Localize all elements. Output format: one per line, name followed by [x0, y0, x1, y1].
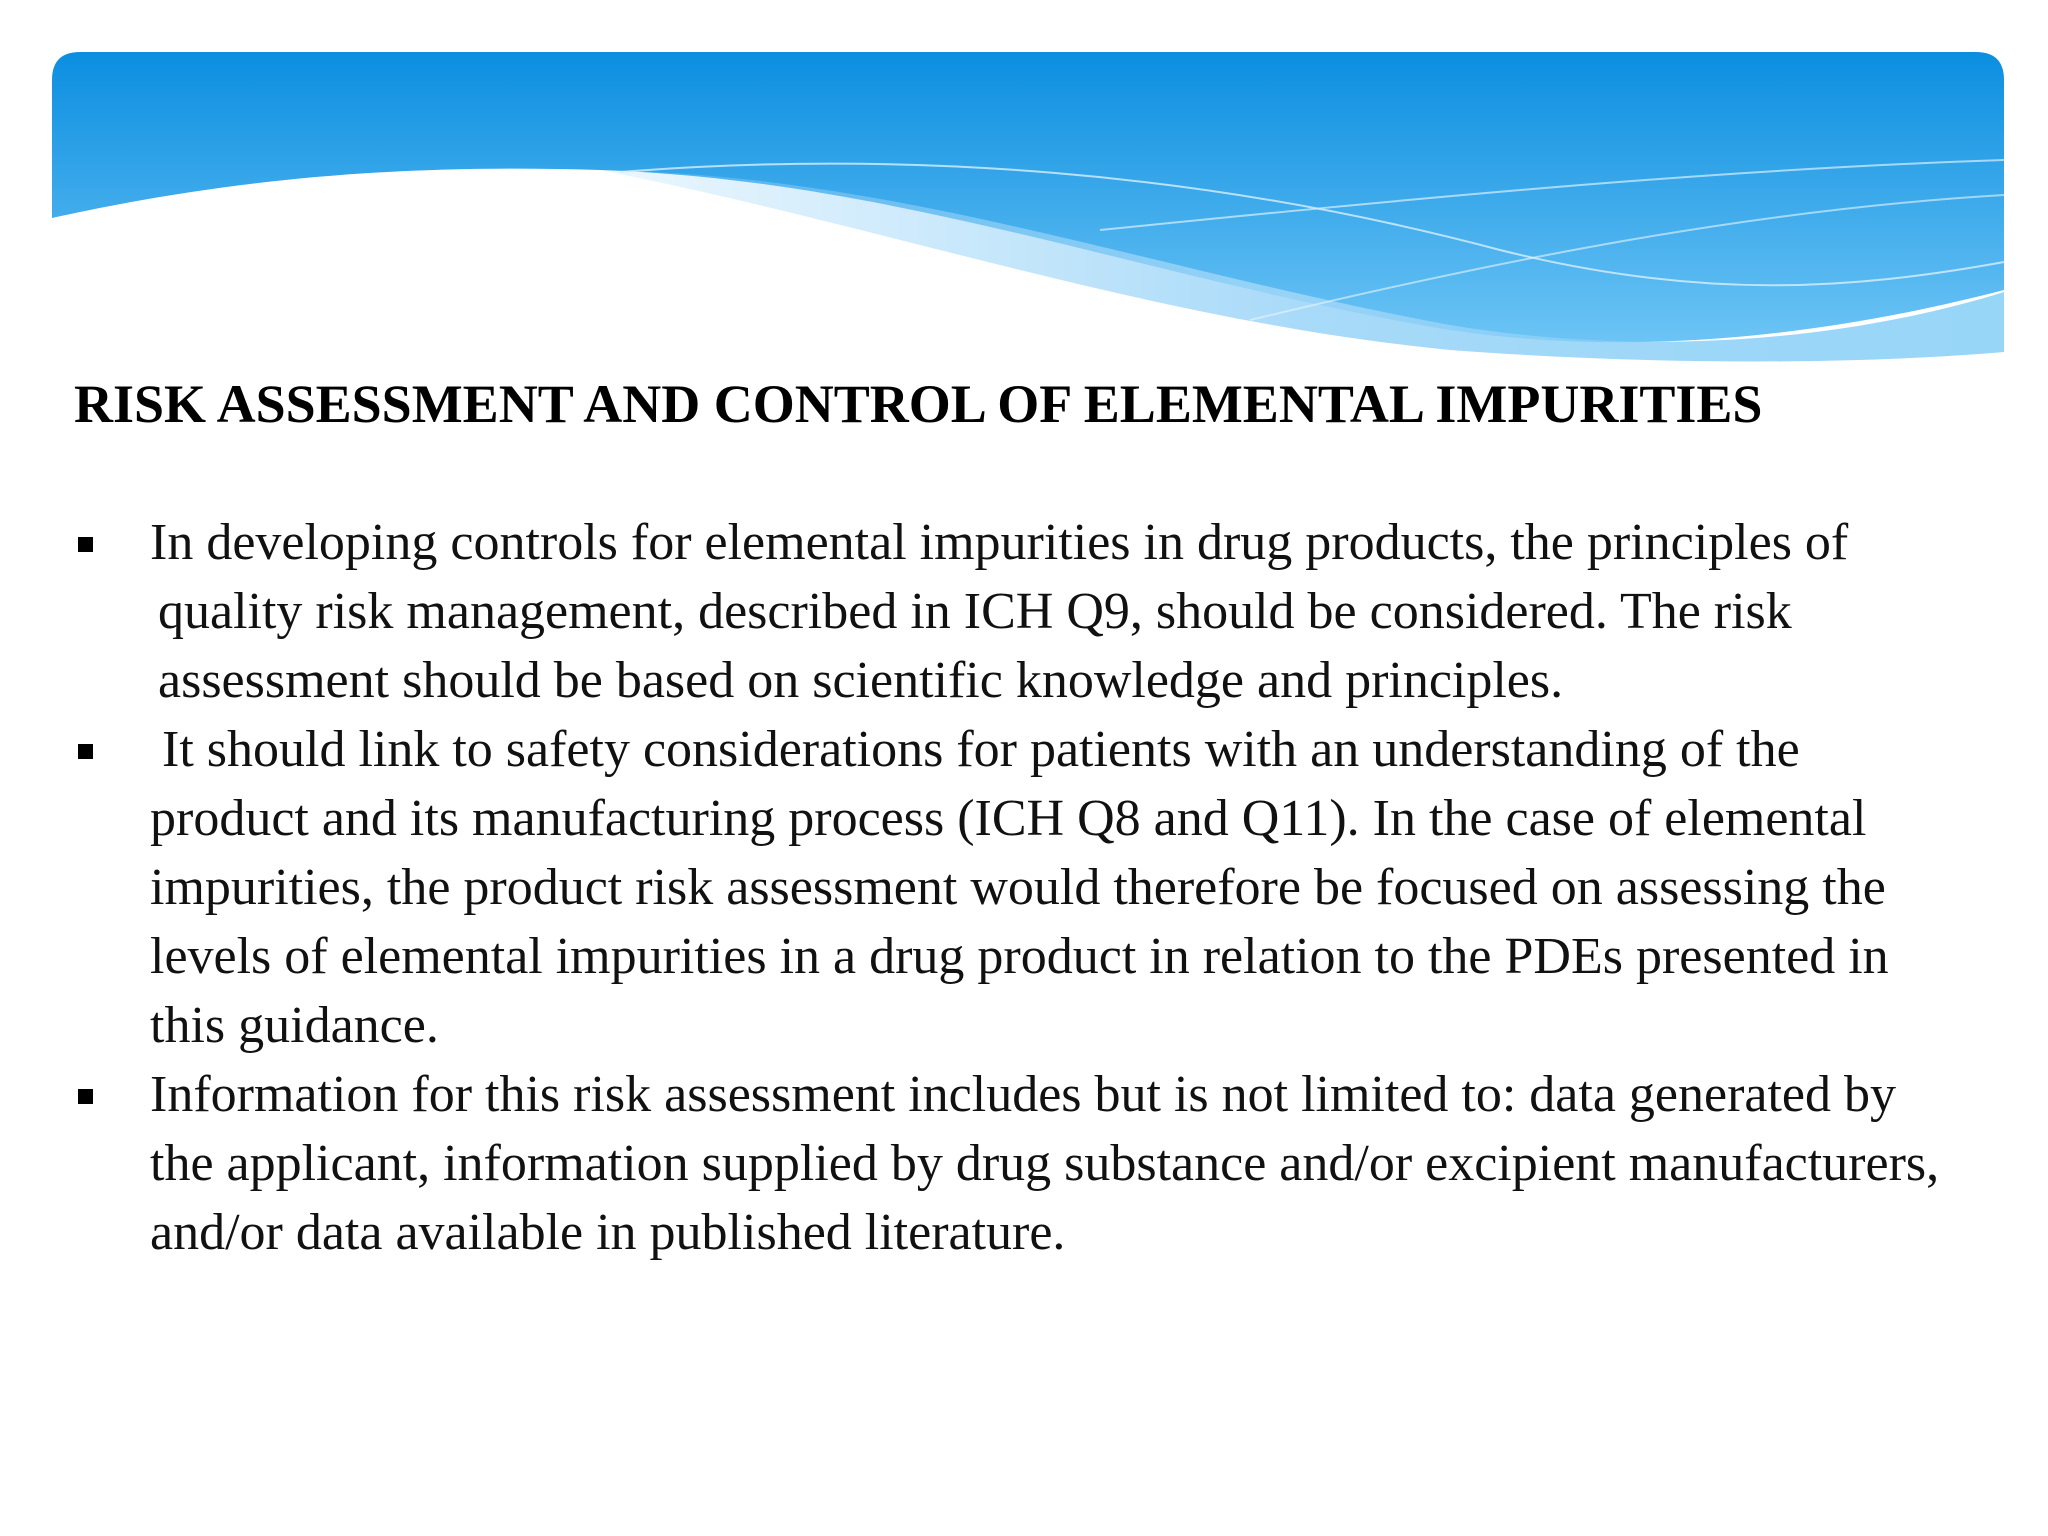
square-bullet-icon [78, 744, 93, 759]
banner-shape [52, 52, 2004, 342]
square-bullet-icon [78, 1089, 93, 1104]
wave-banner [0, 0, 2048, 420]
slide-title: RISK ASSESSMENT AND CONTROL OF ELEMENTAL IMPURITIES [74, 374, 1763, 434]
bullet-text: It should link to safety considerations for patients with an understanding of the product and its manufacturing process (ICH Q8 and Q11). In the case of elemental impurities, the product risk assessment would therefore be focused on assessing the levels of elemental impurities in a drug product in relation to the PDEs presented in this guidance. [150, 721, 1889, 1054]
bullet-list [74, 508, 1944, 1267]
bullet-text: Information for this risk assessment includes but is not limited to: data generated by the applicant, information supplied by drug substance and/or excipient manufacturers, and/or data available in published literature. [150, 1066, 1940, 1261]
bullet-item [74, 508, 1944, 715]
bullet-item [74, 715, 1944, 1060]
bullet-item [74, 1060, 1944, 1267]
bullet-text: In developing controls for elemental impurities in drug products, the principles of quality risk management, described in ICH Q9, should be considered. The risk assessment should be based on scientific knowledge and principles. [150, 514, 1849, 709]
square-bullet-icon [78, 537, 93, 552]
